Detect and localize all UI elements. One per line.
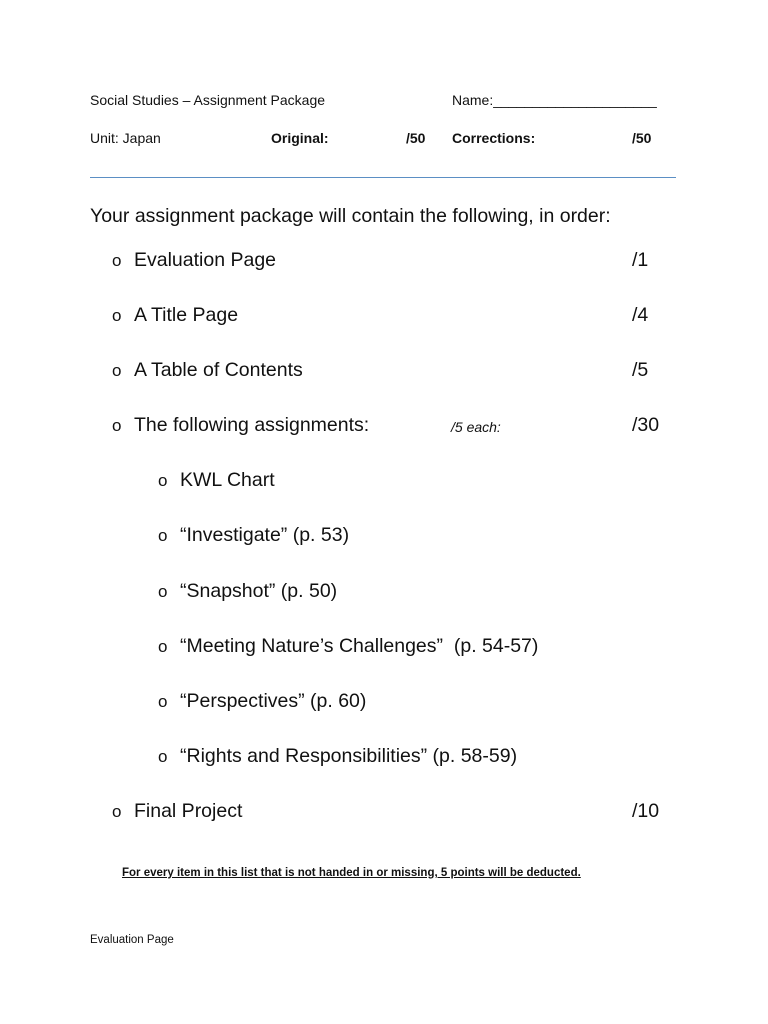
assignment-label: KWL Chart xyxy=(180,469,275,491)
per-assignment-note: /5 each: xyxy=(451,419,501,435)
item-label: A Title Page xyxy=(134,304,239,326)
corrections-label: Corrections: xyxy=(452,130,536,146)
assignment-item xyxy=(158,635,538,658)
list-item xyxy=(112,249,276,272)
item-score: /5 xyxy=(632,359,649,381)
intro-text: Your assignment package will contain the following, in order: xyxy=(90,205,611,227)
item-score: /4 xyxy=(632,304,649,326)
assignment-item xyxy=(158,580,337,603)
bullet-icon: o xyxy=(158,637,168,656)
bullet-icon: o xyxy=(112,361,122,380)
original-score: /50 xyxy=(406,130,426,146)
assignment-label: “Snapshot” (p. 50) xyxy=(180,580,338,602)
bullet-icon: o xyxy=(112,416,122,435)
assignment-item xyxy=(158,524,349,547)
corrections-score: /50 xyxy=(632,130,652,146)
item-score: /10 xyxy=(632,800,660,822)
bullet-icon: o xyxy=(112,306,122,325)
bullet-icon: o xyxy=(112,251,122,270)
bullet-icon: o xyxy=(112,802,122,821)
page-footer: Evaluation Page xyxy=(90,934,174,946)
assignment-item xyxy=(158,745,517,768)
name-field-label: Name:_____________________ xyxy=(452,92,657,108)
original-label: Original: xyxy=(271,130,329,146)
bullet-icon: o xyxy=(158,471,168,490)
header-divider xyxy=(90,177,676,178)
deduction-note: For every item in this list that is not handed in or missing, 5 points will be deducted. xyxy=(122,867,581,879)
item-label: The following assignments: xyxy=(134,414,370,436)
bullet-icon: o xyxy=(158,526,168,545)
item-score: /1 xyxy=(632,249,649,271)
assignment-label: “Perspectives” (p. 60) xyxy=(180,690,367,712)
unit-label: Unit: Japan xyxy=(90,130,161,146)
item-label: Final Project xyxy=(134,800,243,822)
bullet-icon: o xyxy=(158,747,168,766)
bullet-icon: o xyxy=(158,582,168,601)
assignment-label: “Investigate” (p. 53) xyxy=(180,524,350,546)
course-title: Social Studies – Assignment Package xyxy=(90,92,326,108)
assignment-item xyxy=(158,690,366,713)
assignment-label: “Meeting Nature’s Challenges” (p. 54-57) xyxy=(180,635,539,657)
item-label: Evaluation Page xyxy=(134,249,277,271)
item-label: A Table of Contents xyxy=(134,359,303,381)
list-item xyxy=(112,304,238,327)
assignment-item xyxy=(158,469,275,492)
bullet-icon: o xyxy=(158,692,168,711)
list-item xyxy=(112,414,369,437)
item-score: /30 xyxy=(632,414,660,436)
list-item xyxy=(112,359,303,382)
list-item xyxy=(112,800,242,823)
assignment-label: “Rights and Responsibilities” (p. 58-59) xyxy=(180,745,518,767)
